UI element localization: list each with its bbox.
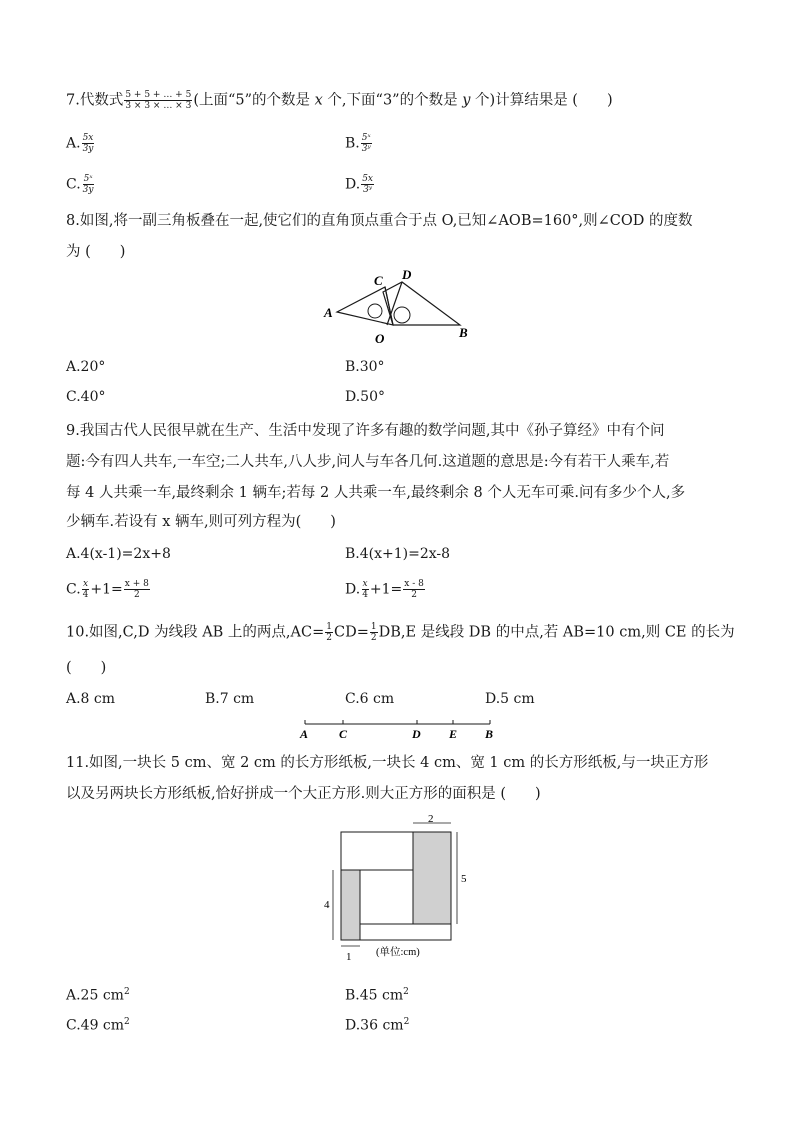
fraction-denominator: 4 bbox=[82, 590, 89, 600]
option-fraction bbox=[124, 579, 150, 600]
q8-option-d[interactable]: D.50° bbox=[345, 389, 385, 405]
q7-option-b[interactable] bbox=[345, 133, 373, 154]
q7-frac-numerator: 5 + 5 + … + 5 bbox=[125, 90, 192, 100]
label-b: B bbox=[459, 325, 468, 340]
option-mid: +1= bbox=[90, 581, 123, 598]
option-fraction bbox=[82, 579, 90, 600]
q7-option-a[interactable] bbox=[66, 133, 95, 154]
q11-stem-line1: 11.如图,一块长 5 cm、宽 2 cm 的长方形纸板,一块长 4 cm、宽 1 cm 的长方形纸板,与一块正方形 bbox=[66, 755, 709, 771]
q9-option-c[interactable] bbox=[66, 579, 151, 600]
option-sup: 2 bbox=[123, 987, 130, 997]
q8-triangle-figure bbox=[320, 265, 480, 350]
fraction-numerator: x + 8 bbox=[124, 579, 149, 589]
option-fraction bbox=[361, 174, 374, 195]
dim-right-label: 5 bbox=[461, 873, 467, 885]
q11-stem-line2: 以及另两块长方形纸板,恰好拼成一个大正方形.则大正方形的面积是 ( ) bbox=[66, 786, 541, 802]
fraction-denominator: 2 bbox=[411, 590, 417, 600]
option-text: C.49 cm bbox=[66, 1017, 125, 1034]
q10-half-2 bbox=[370, 622, 378, 643]
q9-option-a[interactable]: A.4(x-1)=2x+8 bbox=[66, 546, 171, 562]
q10-option-a[interactable]: A.8 cm bbox=[66, 691, 116, 707]
q11-option-a[interactable] bbox=[66, 982, 130, 1006]
label-c: C bbox=[374, 273, 383, 288]
option-mid: +1= bbox=[369, 581, 403, 598]
q10-stem-line2: ( ) bbox=[66, 660, 107, 676]
fraction-denominator: 2 bbox=[370, 633, 377, 643]
q9-stem-line3: 每 4 人共乘一车,最终剩余 1 辆车;若每 2 人共乘一车,最终剩余 8 个人无车可乘.问有多少个人,多 bbox=[66, 485, 686, 501]
fraction-numerator: 1 bbox=[326, 622, 332, 632]
q10-mid2: DB,E 是线段 DB 的中点,若 AB=10 cm,则 CE 的长为 bbox=[378, 624, 735, 641]
q11-option-d[interactable] bbox=[345, 1012, 409, 1036]
label-o: O bbox=[375, 331, 385, 346]
q10-option-b[interactable]: B.7 cm bbox=[205, 691, 255, 707]
option-label: C. bbox=[66, 581, 81, 598]
q9-option-d[interactable] bbox=[345, 579, 426, 600]
option-sup: 2 bbox=[403, 987, 409, 997]
q10-option-c[interactable]: C.6 cm bbox=[345, 691, 395, 707]
fraction-denominator: 3y bbox=[82, 185, 94, 195]
dim-left-label: 4 bbox=[324, 899, 330, 911]
option-label: D. bbox=[345, 581, 361, 598]
fraction-numerator: 1 bbox=[370, 622, 377, 632]
option-fraction bbox=[361, 133, 372, 154]
label-b: B bbox=[485, 727, 494, 741]
q7-var-y: y bbox=[462, 92, 471, 109]
q9-option-b[interactable]: B.4(x+1)=2x-8 bbox=[345, 546, 451, 562]
dim-top-label: 2 bbox=[428, 813, 434, 825]
option-sup: 2 bbox=[403, 1017, 410, 1027]
q8-stem-line1: 8.如图,将一副三角板叠在一起,使它们的直角顶点重合于点 O,已知∠AOB=160°,则∠COD 的度数 bbox=[66, 213, 693, 229]
label-a: A bbox=[324, 305, 333, 320]
q7-text-a: (上面“5”的个数是 bbox=[193, 92, 315, 109]
q8-option-b[interactable]: B.30° bbox=[345, 359, 385, 375]
fraction-numerator: x - 8 bbox=[404, 579, 424, 589]
q7-text-c: 个)计算结果是 ( ) bbox=[470, 92, 613, 109]
option-text: A.25 cm bbox=[66, 987, 124, 1004]
triangle-hole-left bbox=[368, 304, 382, 318]
q7-pre: 代数式 bbox=[79, 92, 124, 109]
fraction-denominator: 3y bbox=[82, 144, 94, 154]
label-e: E bbox=[449, 727, 458, 741]
option-sup: 2 bbox=[124, 1017, 130, 1027]
label-d: D bbox=[402, 267, 412, 282]
option-label: A. bbox=[66, 135, 81, 152]
fraction-denominator: 4 bbox=[362, 590, 368, 600]
label-c: C bbox=[339, 727, 348, 741]
fraction-numerator: x bbox=[83, 579, 89, 589]
q10-pre: 10.如图,C,D 为线段 AB 上的两点,AC= bbox=[66, 624, 325, 641]
q7-option-d[interactable] bbox=[345, 174, 375, 195]
q7-stem bbox=[66, 90, 613, 111]
fraction-denominator: 2 bbox=[326, 633, 332, 643]
dim-bottom-label: 1 bbox=[346, 951, 352, 963]
q7-var-x: x bbox=[314, 92, 323, 109]
rect-1x4 bbox=[341, 870, 360, 940]
q11-square-figure bbox=[320, 812, 480, 967]
option-fraction bbox=[82, 174, 95, 195]
q7-frac-denominator: 3 × 3 × … × 3 bbox=[125, 101, 192, 111]
option-label: B. bbox=[345, 135, 360, 152]
fraction-denominator: 3ʸ bbox=[363, 185, 373, 195]
q9-stem-line1: 9.我国古代人民很早就在生产、生活中发现了许多有趣的数学问题,其中《孙子算经》中有个问 bbox=[66, 423, 665, 439]
label-a: A bbox=[300, 727, 309, 741]
option-text: D.36 cm bbox=[345, 1017, 404, 1034]
option-fraction bbox=[403, 579, 425, 600]
triangle-hole-right bbox=[394, 307, 410, 323]
fraction-numerator: 5x bbox=[82, 133, 94, 143]
triangle-ocb bbox=[337, 287, 393, 325]
rect-2x5 bbox=[413, 832, 451, 924]
q9-stem-line4: 少辆车.若设有 x 辆车,则可列方程为( ) bbox=[66, 514, 336, 530]
q8-option-c[interactable]: C.40° bbox=[66, 389, 106, 405]
option-text: B.45 cm bbox=[345, 987, 404, 1004]
q10-mid1: CD= bbox=[334, 624, 369, 641]
q10-option-d[interactable]: D.5 cm bbox=[485, 691, 535, 707]
q8-option-a[interactable]: A.20° bbox=[66, 359, 106, 375]
option-label: D. bbox=[345, 176, 361, 193]
option-fraction bbox=[82, 133, 95, 154]
fraction-numerator: 5ˣ bbox=[83, 174, 93, 184]
fraction-denominator: 2 bbox=[133, 590, 140, 600]
fraction-denominator: 3ʸ bbox=[361, 144, 371, 154]
q9-stem-line2: 题:今有四人共车,一车空;二人共车,八人步,问人与车各几何.这道题的意思是:今有若干人乘车,若 bbox=[66, 454, 670, 470]
fraction-numerator: 5x bbox=[362, 174, 373, 184]
unit-label: (单位:cm) bbox=[376, 947, 420, 958]
q10-stem-line1 bbox=[66, 622, 735, 643]
q8-stem-line2: 为 ( ) bbox=[66, 244, 126, 260]
option-fraction bbox=[361, 579, 369, 600]
option-label: C. bbox=[66, 176, 81, 193]
fraction-numerator: 5ˣ bbox=[361, 133, 371, 143]
q7-number: 7. bbox=[66, 92, 80, 109]
q11-option-b[interactable] bbox=[345, 982, 409, 1006]
fraction-numerator: x bbox=[362, 579, 368, 589]
q7-option-c[interactable] bbox=[66, 174, 95, 195]
q7-text-b: 个,下面“3”的个数是 bbox=[322, 92, 463, 109]
q10-half-1 bbox=[325, 622, 333, 643]
q7-expression-fraction bbox=[124, 90, 192, 111]
q11-option-c[interactable] bbox=[66, 1012, 130, 1036]
label-d: D bbox=[412, 727, 421, 741]
q10-segment-figure bbox=[295, 716, 505, 742]
